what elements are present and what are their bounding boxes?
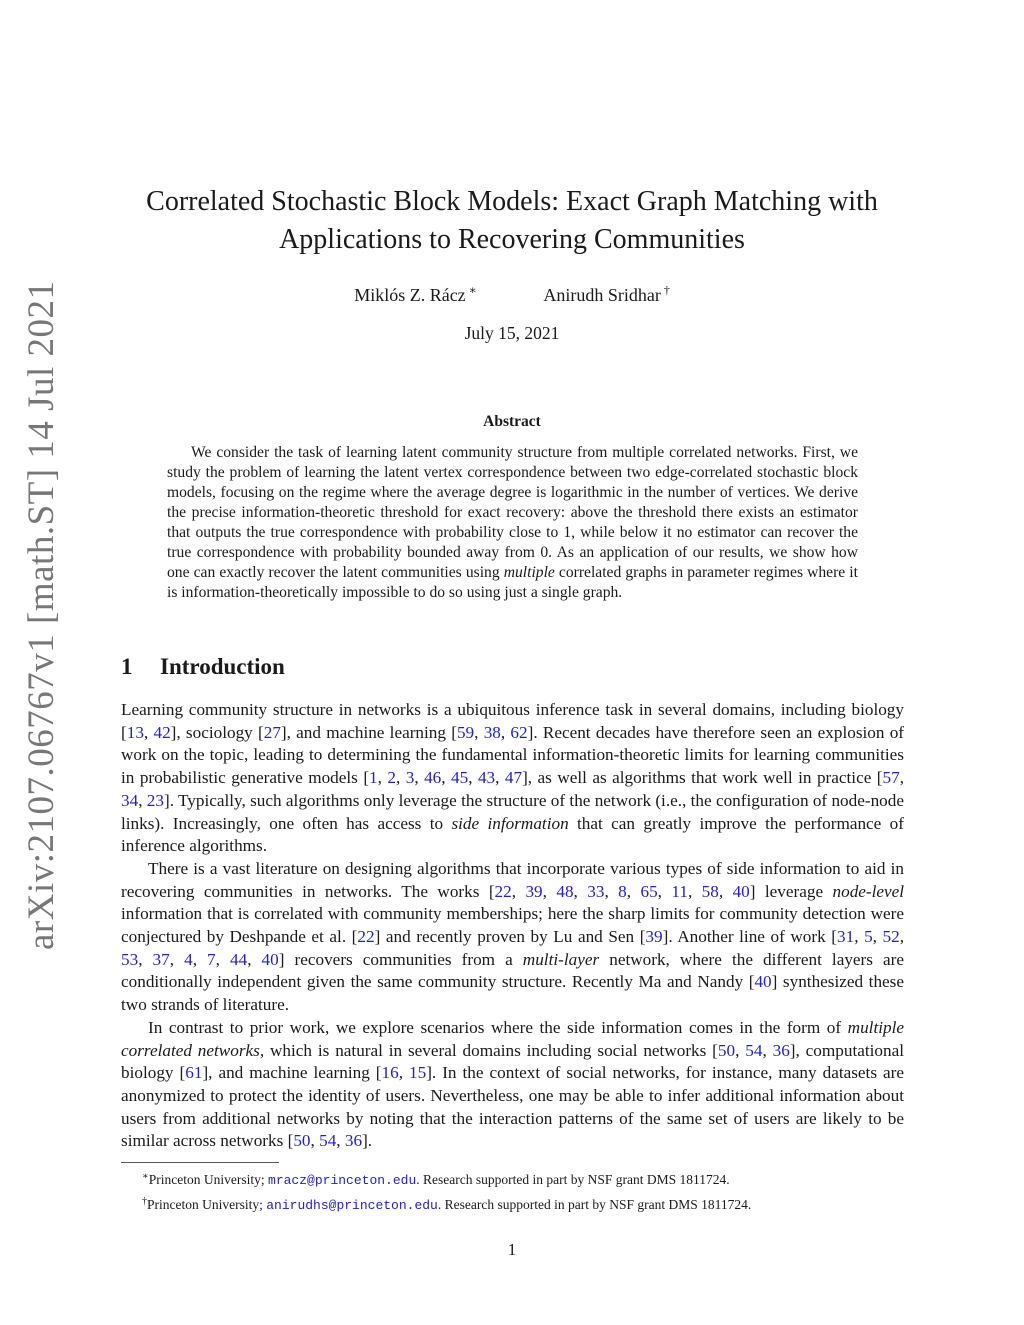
text-run: ,: [500, 722, 511, 742]
citation-link[interactable]: 36: [344, 1131, 363, 1151]
citation-link[interactable]: 45: [451, 768, 469, 788]
footnotes: [121, 1166, 904, 1216]
text-run: ,: [138, 790, 147, 810]
citation-link[interactable]: 61: [185, 1063, 203, 1083]
text-run: that can greatly improve the performance of inference algorithms.: [121, 813, 904, 856]
text-run: ], and machine learning [: [202, 1063, 382, 1083]
citation-link[interactable]: 22: [357, 927, 375, 947]
text-run: ] recovers communities from a: [278, 949, 523, 969]
page-number: 1: [507, 1240, 517, 1259]
citation-link[interactable]: 50: [293, 1131, 311, 1151]
author-name: Miklós Z. Rácz: [354, 285, 466, 305]
citation-link[interactable]: 8: [618, 881, 627, 901]
paper-title: Correlated Stochastic Block Models: Exact Graph Matching with Applications to Recovering Communities: [146, 186, 878, 255]
text-run: ,: [192, 949, 208, 969]
text-run: ,: [495, 768, 505, 788]
text-run: ,: [336, 1131, 345, 1151]
footnote-text: . Research supported in part by NSF grant DMS 1811724.: [437, 1197, 752, 1212]
text-run: ,: [872, 927, 883, 947]
abstract-text: [167, 443, 858, 603]
citation-link[interactable]: 33: [587, 881, 605, 901]
text-run: ] leverage: [749, 881, 833, 901]
citation-link[interactable]: 3: [405, 768, 415, 788]
author-name: Anirudh Sridhar: [543, 285, 661, 305]
text-run: ,: [468, 768, 478, 788]
citation-link[interactable]: 38: [483, 722, 501, 742]
citation-link[interactable]: 50: [717, 1040, 736, 1060]
text-run: ,: [657, 881, 672, 901]
citation-link[interactable]: 13: [126, 722, 144, 742]
citation-link[interactable]: 11: [671, 881, 688, 901]
text-run: ]. Another line of work [: [662, 927, 838, 947]
citation-link[interactable]: 46: [424, 768, 442, 788]
text-run: ], as well as algorithms that work well in practice [: [522, 768, 883, 788]
text-run: ,: [395, 768, 406, 788]
text-run: ,: [138, 949, 153, 969]
author-racz: [354, 283, 477, 306]
citation-link[interactable]: 23: [146, 790, 164, 810]
text-run: ,: [511, 881, 526, 901]
citation-link[interactable]: 47: [504, 768, 523, 788]
introduction-body: [121, 699, 904, 1153]
text-run: ,: [735, 1040, 746, 1060]
citation-link[interactable]: 57: [882, 768, 900, 788]
text-run: ]. Recent decades have therefore seen an explosion of work on the topic, leading to determining the fundamental information-theoretic limits for learning communities in probabilistic generative models [: [121, 722, 905, 788]
footnote-divider: [121, 1162, 279, 1163]
text-run: ,: [474, 722, 484, 742]
citation-link[interactable]: 34: [121, 790, 139, 810]
citation-link[interactable]: 5: [864, 927, 873, 947]
citation-link[interactable]: 2: [387, 768, 396, 788]
paragraph: [121, 1017, 904, 1153]
citation-link[interactable]: 37: [152, 949, 170, 969]
emphasis-text: multiple: [503, 564, 555, 581]
text-run: ,: [441, 768, 452, 788]
citation-link[interactable]: 58: [701, 881, 719, 901]
citation-link[interactable]: 54: [319, 1131, 337, 1151]
text-run: ,: [398, 1063, 409, 1083]
footnote-mark: ∗: [142, 1171, 149, 1182]
citation-link[interactable]: 62: [510, 722, 528, 742]
text-run: ,: [899, 927, 905, 947]
text-run: ]. Typically, such algorithms only leverage the structure of the network (i.e., the configuration of node-node links). Increasingly, one often has access to: [121, 790, 904, 833]
text-run: ,: [143, 722, 154, 742]
footnote-mark[interactable]: †: [663, 283, 670, 297]
section-heading-introduction: [121, 654, 285, 680]
footnote-text: . Research supported in part by NSF grant DMS 1811724.: [416, 1172, 730, 1187]
citation-link[interactable]: 7: [207, 949, 216, 969]
citation-link[interactable]: 27: [263, 722, 281, 742]
arxiv-identifier-stamp: arXiv:2107.06767v1 [math.ST] 14 Jul 2021: [21, 280, 62, 950]
citation-link[interactable]: 15: [409, 1063, 427, 1083]
citation-link[interactable]: 39: [645, 927, 663, 947]
text-run: ,: [542, 881, 557, 901]
footnote-text: Princeton University;: [148, 1172, 269, 1187]
citation-link[interactable]: 36: [772, 1040, 790, 1060]
citation-link[interactable]: 40: [261, 949, 279, 969]
citation-link[interactable]: 40: [754, 972, 772, 992]
text-run: There is a vast literature on designing algorithms that incorporate various types of side information to aid in recovering communities in networks. The works [: [121, 858, 904, 901]
text-run: ,: [573, 881, 588, 901]
citation-link[interactable]: 42: [153, 722, 171, 742]
email-link[interactable]: anirudhs@princeton.edu: [266, 1198, 438, 1213]
text-run: ].: [362, 1131, 373, 1151]
author-sridhar: [543, 283, 669, 306]
section-title: Introduction: [160, 654, 285, 679]
paper-date: July 15, 2021: [464, 323, 560, 343]
email-link[interactable]: mracz@princeton.edu: [268, 1173, 417, 1188]
citation-link[interactable]: 40: [732, 881, 750, 901]
text-run: ] and recently proven by Lu and Sen [: [374, 927, 646, 947]
text-run: ,: [414, 768, 425, 788]
text-run: ,: [604, 881, 619, 901]
text-run: network, where the different layers are conditionally independent given the same community structure. Recently Ma and Nandy [: [121, 949, 905, 992]
text-run: ,: [718, 881, 733, 901]
text-run: ,: [215, 949, 230, 969]
citation-link[interactable]: 54: [745, 1040, 763, 1060]
citation-link[interactable]: 65: [640, 881, 658, 901]
text-run: ,: [169, 949, 185, 969]
emphasis-text: multi-layer: [522, 949, 600, 969]
text-run: ], sociology [: [170, 722, 264, 742]
footnote: [121, 1166, 904, 1191]
paragraph: [121, 699, 904, 858]
text-run: ,: [899, 768, 905, 788]
text-run: ,: [687, 881, 702, 901]
text-run: information that is correlated with community memberships; here the sharp limits for community detection were conjectured by Deshpande et al. [: [121, 904, 904, 947]
text-run: In contrast to prior work, we explore scenarios where the side information comes in the form of: [148, 1017, 848, 1037]
text-run: ,: [626, 881, 641, 901]
citation-link[interactable]: 44: [230, 949, 248, 969]
text-run: ], computational biology [: [121, 1040, 904, 1083]
abstract-heading: Abstract: [483, 413, 541, 430]
section-number: 1: [121, 654, 133, 679]
text-run: correlated graphs in parameter regimes where it is information-theoretically impossible to do so using just a single graph.: [167, 564, 858, 601]
citation-link[interactable]: 16: [381, 1063, 399, 1083]
text-run: ,: [377, 768, 388, 788]
citation-link[interactable]: 43: [477, 768, 496, 788]
footnote: [121, 1191, 904, 1216]
text-run: , which is natural in several domains including social networks [: [259, 1040, 718, 1060]
text-run: Learning community structure in networks is a ubiquitous inference task in several domains, including biology [: [121, 700, 904, 742]
footnote-mark: †: [142, 1196, 147, 1207]
emphasis-text: multiple correlated networks: [121, 1017, 904, 1060]
citation-link[interactable]: 52: [882, 927, 900, 947]
citation-link[interactable]: 48: [556, 881, 574, 901]
text-run: ]. In the context of social networks, for instance, many datasets are anonymized to protect the identity of users. Nevertheless, one may be able to infer additional information about users from additional networks by noting that the interaction patterns of the same set of users are likely to be similar across networks [: [121, 1063, 904, 1151]
citation-link[interactable]: 4: [184, 949, 193, 969]
text-run: ,: [247, 949, 262, 969]
text-run: ], and machine learning [: [280, 722, 457, 742]
citation-link[interactable]: 39: [525, 881, 543, 901]
citation-link[interactable]: 59: [456, 722, 475, 742]
text-run: We consider the task of learning latent community structure from multiple correlated networks. First, we study the problem of learning the latent vertex correspondence between two edge-correlated stochastic block models, focusing on the regime where the average degree is logarithmic in the number of vertices. We derive the precise information-theoretic threshold for exact recovery: above the threshold there exists an estimator that outputs the true correspondence with probability close to 1, while below it no estimator can recover the true correspondence with probability bounded away from 0. As an application of our results, we show how one can exactly recover the latent communities using: [167, 444, 858, 581]
footnote-text: Princeton University;: [147, 1197, 267, 1212]
footnote-mark[interactable]: ∗: [468, 283, 477, 297]
text-run: ,: [854, 927, 865, 947]
author-list: [0, 283, 1024, 306]
text-run: ,: [762, 1040, 773, 1060]
text-run: ] synthesized these two strands of literature.: [121, 972, 904, 1015]
emphasis-text: node-level: [832, 881, 905, 901]
text-run: ,: [310, 1131, 320, 1151]
paragraph: [121, 858, 904, 1017]
citation-link[interactable]: 53: [121, 949, 139, 969]
citation-link[interactable]: 22: [494, 881, 512, 901]
citation-link[interactable]: 31: [837, 927, 855, 947]
citation-link[interactable]: 1: [369, 768, 378, 788]
emphasis-text: side information: [451, 813, 569, 833]
